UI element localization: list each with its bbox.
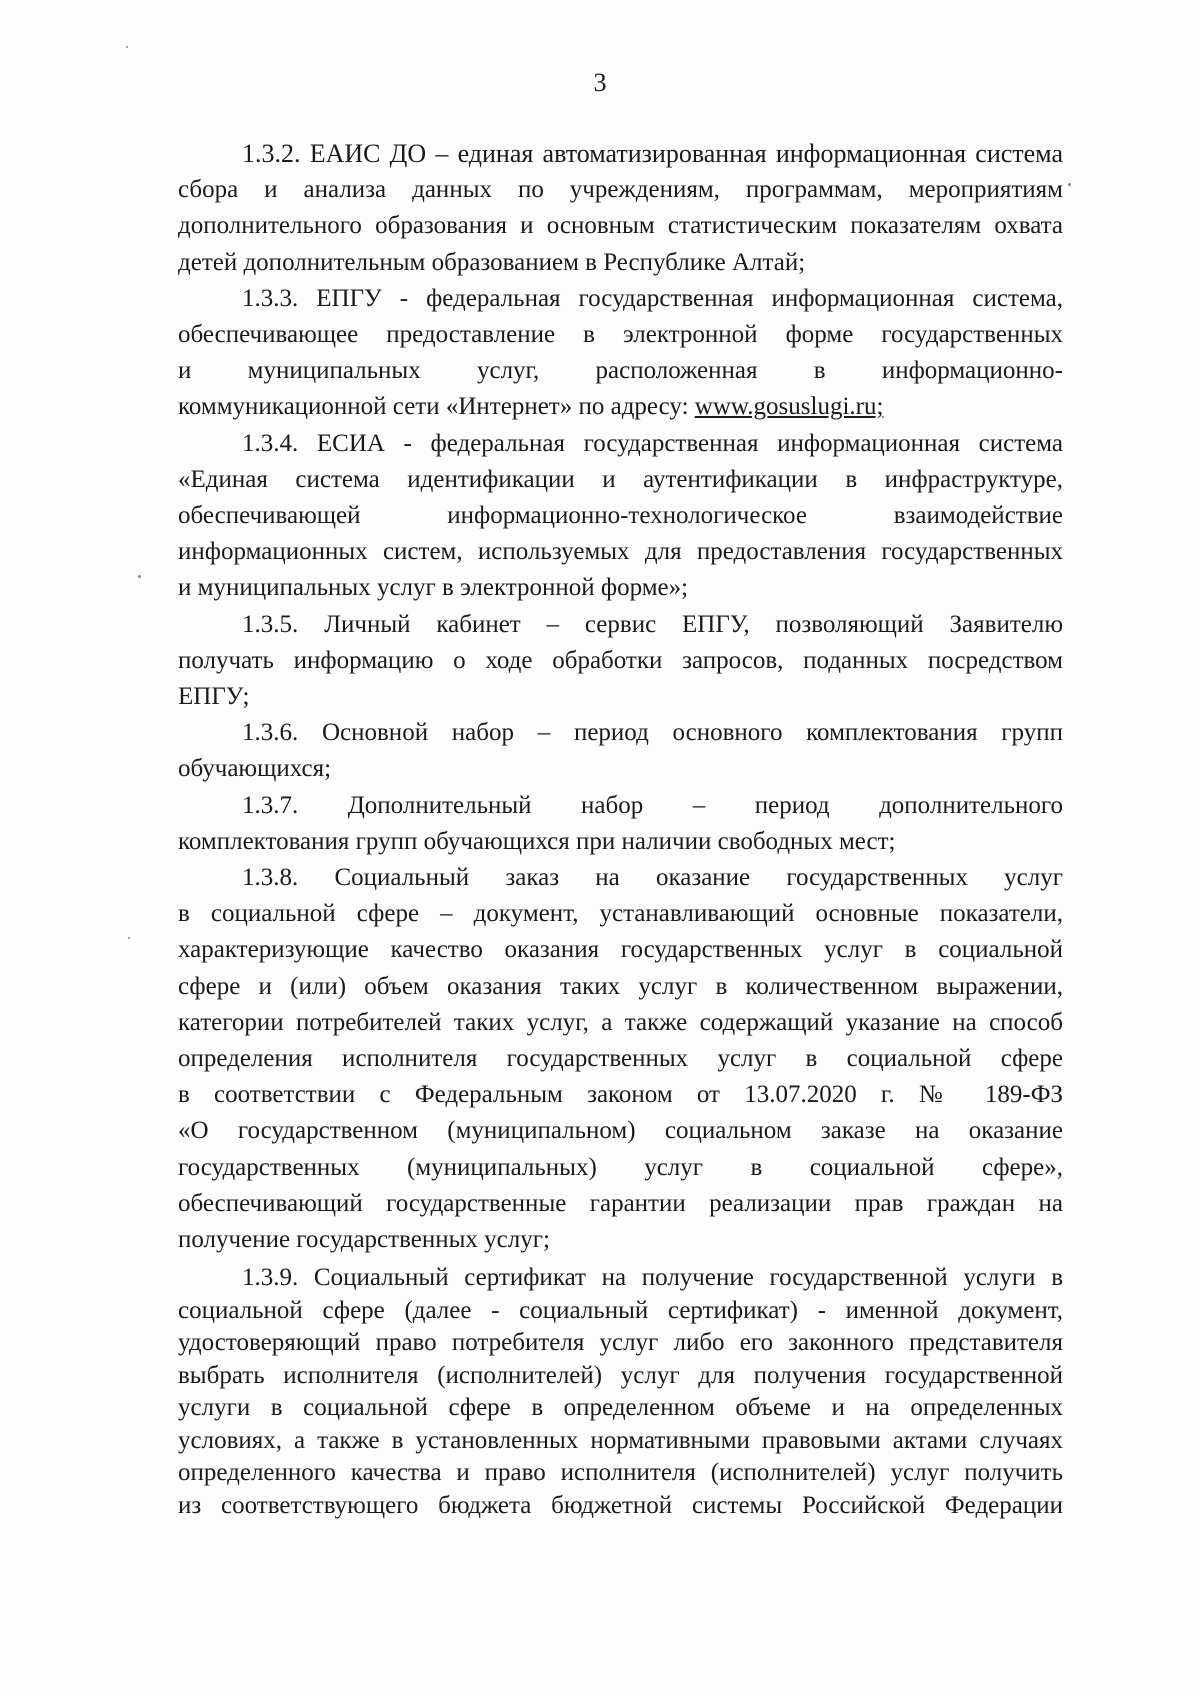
text-line: удостоверяющий право потребителя услуг либо его законного представителя xyxy=(178,1329,1063,1357)
text-line: определения исполнителя государственных услуг в социальной сфере xyxy=(178,1045,1063,1073)
text-line: 1.3.8. Социальный заказ на оказание государственных услуг xyxy=(242,864,1063,892)
text-line: обеспечивающий государственные гарантии реализации прав граждан на xyxy=(178,1189,1063,1217)
text-line xyxy=(178,389,1063,425)
text-line: государственных (муниципальных) услуг в социальной сфере», xyxy=(178,1153,1063,1181)
text-line: ЕПГУ; xyxy=(178,683,250,711)
scan-speck xyxy=(128,937,130,939)
scan-speck xyxy=(126,46,128,48)
text-line: социальной сфере (далее - социальный сертификат) - именной документ, xyxy=(178,1296,1063,1324)
text-line: обучающихся; xyxy=(178,755,332,783)
paragraph-1-3-9 xyxy=(178,1262,1063,1522)
text-line: «Единая система идентификации и аутентификации в инфраструктуре, xyxy=(178,465,1063,493)
text-line: информационных систем, используемых для предоставления государственных xyxy=(178,538,1063,566)
text-line: характеризующие качество оказания государственных услуг в социальной xyxy=(178,936,1063,964)
text-segment: коммуникационной сети «Интернет» по адресу: xyxy=(178,393,695,421)
text-line: 1.3.6. Основной набор – период основного комплектования групп xyxy=(242,719,1063,747)
text-line: комплектования групп обучающихся при наличии свободных мест; xyxy=(178,827,896,855)
text-line: категории потребителей таких услуг, а также содержащий указание на способ xyxy=(178,1008,1063,1036)
text-line: «О государственном (муниципальном) социальном заказе на оказание xyxy=(178,1117,1063,1145)
text-line: 1.3.3. ЕПГУ - федеральная государственная информационная система, xyxy=(242,284,1063,312)
text-line: обеспечивающее предоставление в электронной форме государственных xyxy=(178,321,1063,349)
scan-speck xyxy=(138,575,141,578)
text-line: 1.3.7. Дополнительный набор – период дополнительного xyxy=(242,791,1063,819)
text-line: из соответствующего бюджета бюджетной системы Российской Федерации xyxy=(178,1491,1063,1519)
paragraph-1-3-5 xyxy=(178,607,1063,716)
paragraph-1-3-7 xyxy=(178,788,1063,860)
text-line: и муниципальных услуг, расположенная в информационно- xyxy=(178,357,1063,385)
text-line: 1.3.4. ЕСИА - федеральная государственная информационная система xyxy=(242,429,1063,457)
scan-speck xyxy=(1068,183,1071,186)
text-line: получение государственных услуг; xyxy=(178,1226,550,1254)
text-line: дополнительного образования и основным статистическим показателям охвата xyxy=(178,212,1063,240)
text-line: условиях, а также в установленных нормативными правовыми актами случаях xyxy=(178,1426,1063,1454)
text-line: 1.3.9. Социальный сертификат на получение государственной услуги в xyxy=(242,1264,1063,1292)
text-line: определенного качества и право исполнителя (исполнителей) услуг получить xyxy=(178,1459,1063,1487)
paragraph-1-3-8 xyxy=(178,860,1063,1258)
paragraph-1-3-4 xyxy=(178,426,1063,607)
text-line: и муниципальных услуг в электронной форме»; xyxy=(178,574,689,602)
text-line: 1.3.5. Личный кабинет – сервис ЕПГУ, позволяющий Заявителю xyxy=(242,610,1063,638)
text-line: сбора и анализа данных по учреждениям, программам, мероприятиям xyxy=(178,176,1063,204)
text-line: получать информацию о ходе обработки запросов, поданных посредством xyxy=(178,646,1063,674)
text-line: услуги в социальной сфере в определенном объеме и на определенных xyxy=(178,1394,1063,1422)
text-line: в соответствии с Федеральным законом от 13.07.2020 г. № 189-ФЗ xyxy=(178,1081,1063,1109)
text-line: в социальной сфере – документ, устанавливающий основные показатели, xyxy=(178,900,1063,928)
gosuslugi-link[interactable]: www.gosuslugi.ru; xyxy=(694,393,884,421)
document-body xyxy=(178,136,1063,1522)
paragraph-1-3-3 xyxy=(178,281,1063,426)
text-line: сфере и (или) объем оказания таких услуг в количественном выражении, xyxy=(178,972,1063,1000)
text-line: детей дополнительным образованием в Республике Алтай; xyxy=(178,248,806,276)
paragraph-1-3-2 xyxy=(178,136,1063,281)
paragraph-1-3-6 xyxy=(178,715,1063,787)
text-line: 1.3.2. ЕАИС ДО – единая автоматизированная информационная система xyxy=(242,139,1063,168)
text-line: обеспечивающей информационно-технологическое взаимодействие xyxy=(178,502,1063,530)
page-number: 3 xyxy=(593,68,607,97)
text-line: выбрать исполнителя (исполнителей) услуг для получения государственной xyxy=(178,1361,1063,1389)
